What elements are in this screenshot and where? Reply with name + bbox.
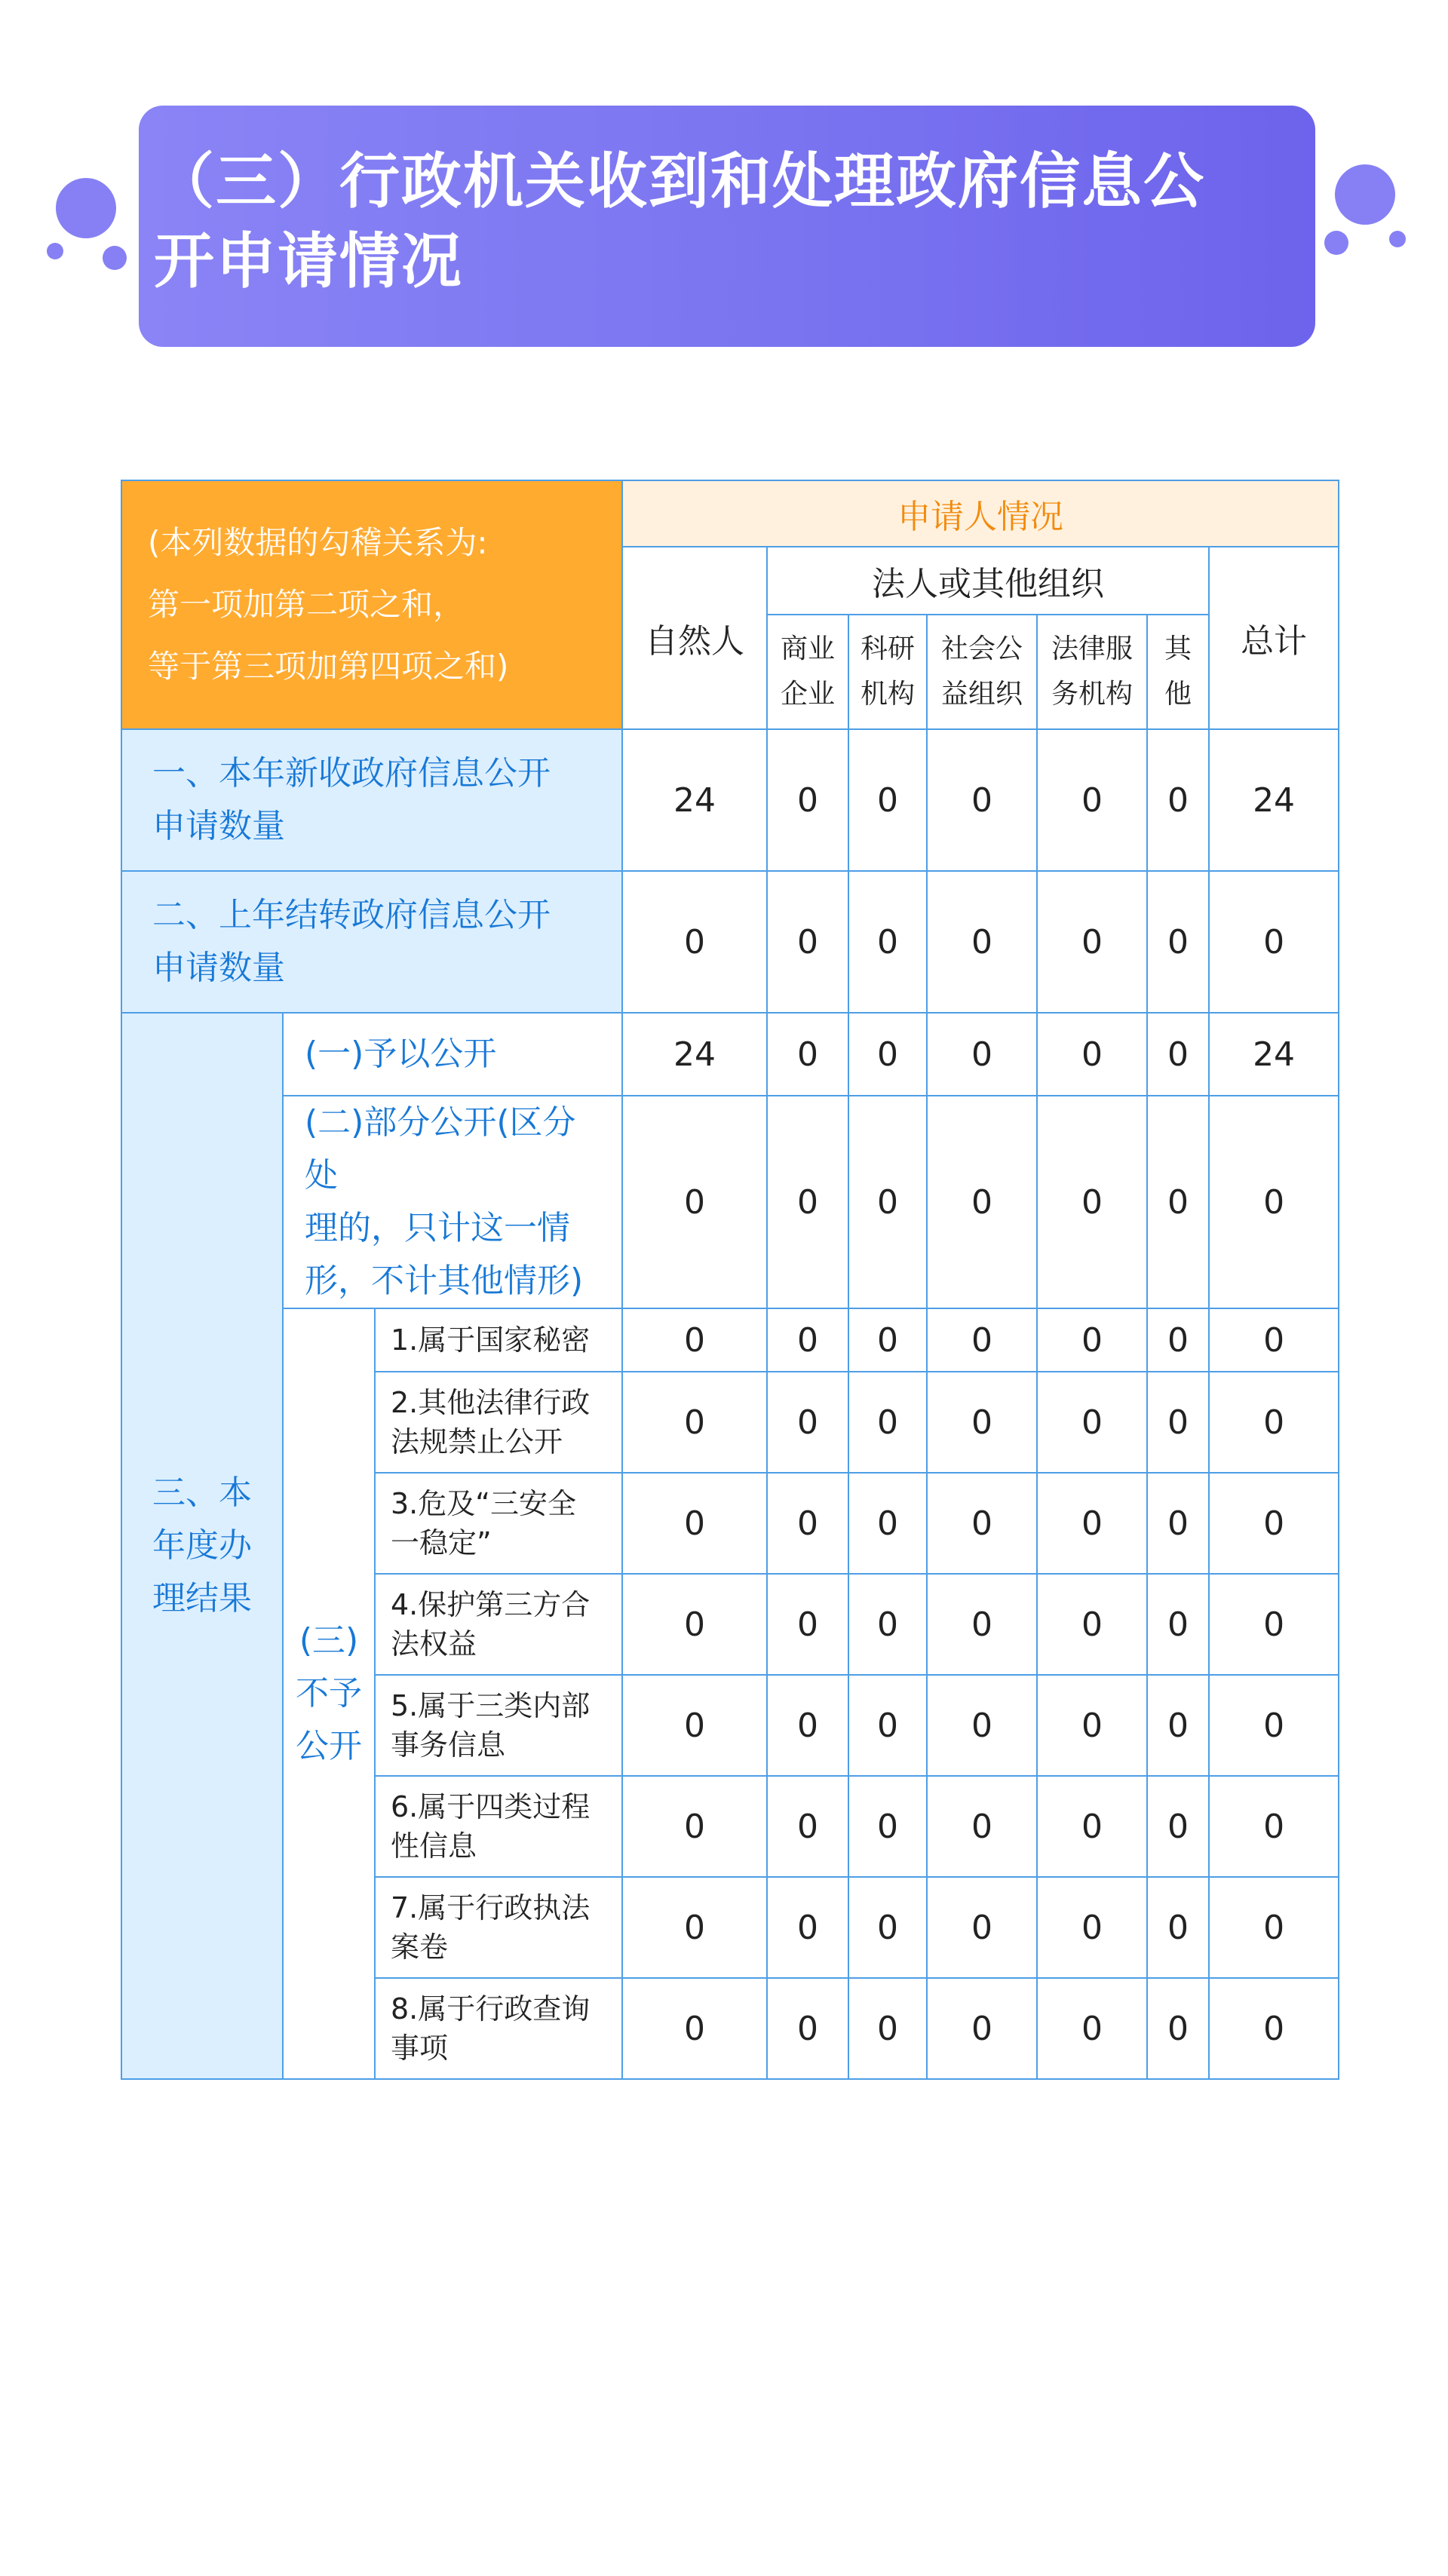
table-cell: 24: [1209, 729, 1339, 871]
section-title: [154, 142, 1285, 302]
refuse-item-label-l1: 7.属于行政执法: [391, 1891, 591, 1924]
table-cell: 0: [1209, 1574, 1339, 1675]
table-cell: 0: [1209, 1776, 1339, 1877]
table-cell: 0: [767, 1776, 848, 1877]
table-cell: 0: [1037, 1675, 1147, 1776]
row-partially-disclosed: [121, 1096, 1339, 1308]
table-cell: 0: [1147, 1574, 1209, 1675]
table-cell: 0: [622, 1877, 767, 1978]
refuse-item-label-l1: 5.属于三类内部: [391, 1689, 591, 1722]
table-cell: 0: [1037, 1096, 1147, 1308]
table-cell: 0: [927, 871, 1037, 1013]
table-cell: 0: [1147, 1308, 1209, 1372]
org-type-commercial: [767, 615, 848, 729]
table-cell: 0: [848, 1675, 927, 1776]
org-type-research: [848, 615, 927, 729]
table-cell: 0: [927, 729, 1037, 871]
table-cell: 0: [1147, 1978, 1209, 2079]
org-type-public-welfare-l1: 社会公: [941, 633, 1023, 664]
table-cell: 0: [848, 1096, 927, 1308]
table-cell: 0: [1037, 1776, 1147, 1877]
org-type-public-welfare: [927, 615, 1037, 729]
corner-note-line1: (本列数据的勾稽关系为:: [148, 524, 488, 561]
table-cell: 0: [1147, 1877, 1209, 1978]
table-cell: 0: [1209, 1675, 1339, 1776]
table-cell: 0: [1037, 1877, 1147, 1978]
table-cell: 0: [1209, 1877, 1339, 1978]
table-cell: 0: [848, 1877, 927, 1978]
org-type-other-l1: 其: [1164, 633, 1192, 664]
table-cell: 0: [767, 1978, 848, 2079]
refuse-item-label-l1: 8.属于行政查询: [391, 1992, 591, 2026]
table-cell: 0: [767, 1372, 848, 1473]
decor-dot-medium-right: [1324, 231, 1348, 255]
table-cell: 0: [622, 871, 767, 1013]
table-cell: 0: [767, 871, 848, 1013]
row-partially-disclosed-label: [283, 1096, 622, 1308]
table-cell: 0: [1209, 1473, 1339, 1574]
table-cell: 0: [622, 1776, 767, 1877]
refuse-item-label-l1: 3.危及“三安全: [391, 1487, 576, 1520]
table-cell: 0: [1147, 1372, 1209, 1473]
row-partially-disclosed-label-l1: (二)部分公开(区分处: [305, 1103, 576, 1194]
row-partially-disclosed-label-l2: 理的，只计这一情: [305, 1209, 570, 1247]
table-cell: 0: [848, 1372, 927, 1473]
table-cell: 24: [1209, 1013, 1339, 1096]
table-cell: 0: [848, 1013, 927, 1096]
table-cell: 0: [848, 1308, 927, 1372]
refuse-item-label-l2: 性信息: [391, 1829, 477, 1863]
refuse-item-label: [375, 1473, 622, 1574]
row-carried-over-label: [121, 871, 622, 1013]
table-cell: 0: [1209, 1372, 1339, 1473]
refuse-item-label: [375, 1978, 622, 2079]
row-disclosed-label: (一)予以公开: [283, 1013, 622, 1096]
table-cell: 0: [767, 1675, 848, 1776]
refuse-item-label: [375, 1776, 622, 1877]
table-cell: 0: [767, 1096, 848, 1308]
table-cell: 0: [767, 1877, 848, 1978]
row-carried-over: [121, 871, 1339, 1013]
table-cell: 0: [1209, 1978, 1339, 2079]
table-cell: 0: [622, 1372, 767, 1473]
table-cell: 0: [767, 1574, 848, 1675]
refuse-item-label-l1: 6.属于四类过程: [391, 1790, 591, 1823]
statistics-table-wrapper: [121, 480, 1338, 2080]
table-cell: 0: [1147, 1473, 1209, 1574]
table-cell: 0: [848, 1574, 927, 1675]
refuse-item-label-l2: 事项: [391, 2032, 449, 2065]
table-cell: 0: [622, 1308, 767, 1372]
decor-dot-large-right: [1335, 164, 1395, 225]
row-refused-label: [283, 1308, 375, 2079]
table-cell: 0: [622, 1675, 767, 1776]
corner-note-cell: [121, 480, 622, 729]
refuse-item-label-l2: 法权益: [391, 1627, 477, 1661]
header-row-1: [121, 480, 1339, 547]
row-carried-over-label-l1: 二、上年结转政府信息公开: [152, 896, 551, 934]
table-cell: 0: [767, 1308, 848, 1372]
table-cell: 0: [848, 729, 927, 871]
table-cell: 0: [1037, 1473, 1147, 1574]
table-cell: 0: [848, 1473, 927, 1574]
section3-label-l2: 年度办: [152, 1526, 252, 1565]
refuse-item-label-l2: 事务信息: [391, 1728, 506, 1762]
org-type-commercial-l2: 企业: [781, 679, 836, 710]
row-disclosed: [121, 1013, 1339, 1096]
natural-person-header: 自然人: [622, 547, 767, 729]
row-refuse-1: [121, 1308, 1339, 1372]
section-title-line2: 开申请情况: [154, 226, 463, 296]
table-cell: 0: [927, 1096, 1037, 1308]
row-carried-over-label-l2: 申请数量: [152, 949, 285, 987]
table-cell: 0: [622, 1574, 767, 1675]
refuse-item-label: [375, 1675, 622, 1776]
table-cell: 0: [848, 871, 927, 1013]
table-cell: 24: [622, 729, 767, 871]
org-type-research-l1: 科研: [861, 633, 916, 664]
org-type-public-welfare-l2: 益组织: [941, 679, 1023, 710]
table-cell: 0: [622, 1473, 767, 1574]
statistics-table: [121, 480, 1339, 2080]
table-cell: 0: [767, 729, 848, 871]
table-cell: 24: [622, 1013, 767, 1096]
row-new-applications-label-l1: 一、本年新收政府信息公开: [152, 754, 551, 793]
refuse-item-label: [375, 1877, 622, 1978]
table-cell: 0: [848, 1978, 927, 2079]
org-type-legal-service-l2: 务机构: [1051, 679, 1134, 710]
table-cell: 0: [1037, 1978, 1147, 2079]
table-cell: 0: [848, 1776, 927, 1877]
applicant-header: 申请人情况: [622, 480, 1339, 547]
table-cell: 0: [1037, 871, 1147, 1013]
table-cell: 0: [767, 1013, 848, 1096]
row-new-applications-label: [121, 729, 622, 871]
refuse-item-label-l2: 法规禁止公开: [391, 1425, 563, 1458]
refuse-item-label: 1.属于国家秘密: [375, 1308, 622, 1372]
table-cell: 0: [1147, 729, 1209, 871]
table-cell: 0: [1037, 1574, 1147, 1675]
table-cell: 0: [1209, 1308, 1339, 1372]
row-new-applications-label-l2: 申请数量: [152, 807, 285, 845]
table-cell: 0: [1037, 1308, 1147, 1372]
org-type-other-l2: 他: [1164, 679, 1192, 710]
table-cell: 0: [927, 1574, 1037, 1675]
table-cell: 0: [1147, 1776, 1209, 1877]
row-partially-disclosed-label-l3: 形，不计其他情形): [305, 1262, 584, 1300]
table-cell: 0: [927, 1473, 1037, 1574]
table-cell: 0: [1037, 1013, 1147, 1096]
table-cell: 0: [1209, 1096, 1339, 1308]
table-cell: 0: [1147, 1675, 1209, 1776]
decor-dot-large-left: [56, 178, 116, 238]
section-title-banner: [139, 106, 1315, 347]
table-cell: 0: [1147, 1013, 1209, 1096]
section3-label-l3: 理结果: [152, 1579, 252, 1618]
org-type-research-l2: 机构: [861, 679, 916, 710]
corner-note-line2: 第一项加第二项之和，: [148, 586, 465, 623]
refuse-item-label-l2: 一稳定”: [391, 1526, 492, 1559]
table-cell: 0: [622, 1978, 767, 2079]
row-refused-label-l1: (三): [299, 1621, 359, 1660]
total-header: 总计: [1209, 547, 1339, 729]
table-cell: 0: [1147, 871, 1209, 1013]
table-cell: 0: [927, 1372, 1037, 1473]
table-cell: 0: [927, 1877, 1037, 1978]
table-cell: 0: [927, 1978, 1037, 2079]
row-refused-label-l3: 公开: [296, 1727, 362, 1765]
org-type-commercial-l1: 商业: [781, 633, 836, 664]
refuse-item-label: [375, 1574, 622, 1675]
decor-dot-small-left: [47, 243, 63, 259]
org-type-other: [1147, 615, 1209, 729]
legal-org-header: 法人或其他组织: [767, 547, 1209, 615]
table-cell: 0: [1037, 1372, 1147, 1473]
decor-dot-medium-left: [103, 246, 127, 270]
decor-dot-small-right: [1389, 231, 1406, 247]
refuse-item-label-l1: 4.保护第三方合: [391, 1588, 591, 1621]
table-cell: 0: [927, 1013, 1037, 1096]
table-cell: 0: [927, 1675, 1037, 1776]
table-cell: 0: [927, 1776, 1037, 1877]
table-cell: 0: [622, 1096, 767, 1308]
table-cell: 0: [1209, 871, 1339, 1013]
section3-label-l1: 三、本: [152, 1474, 252, 1512]
org-type-legal-service-l1: 法律服: [1051, 633, 1134, 664]
corner-note-line3: 等于第三项加第四项之和): [148, 648, 509, 685]
refuse-item-label-l2: 案卷: [391, 1930, 449, 1964]
table-cell: 0: [1037, 729, 1147, 871]
row-refused-label-l2: 不予: [296, 1674, 362, 1713]
table-cell: 0: [927, 1308, 1037, 1372]
table-cell: 0: [1147, 1096, 1209, 1308]
refuse-item-label-l1: 2.其他法律行政: [391, 1386, 591, 1419]
section3-label: [121, 1013, 283, 2079]
section-title-line1: （三）行政机关收到和处理政府信息公: [154, 146, 1205, 216]
org-type-legal-service: [1037, 615, 1147, 729]
table-cell: 0: [767, 1473, 848, 1574]
refuse-item-label: [375, 1372, 622, 1473]
row-new-applications: [121, 729, 1339, 871]
